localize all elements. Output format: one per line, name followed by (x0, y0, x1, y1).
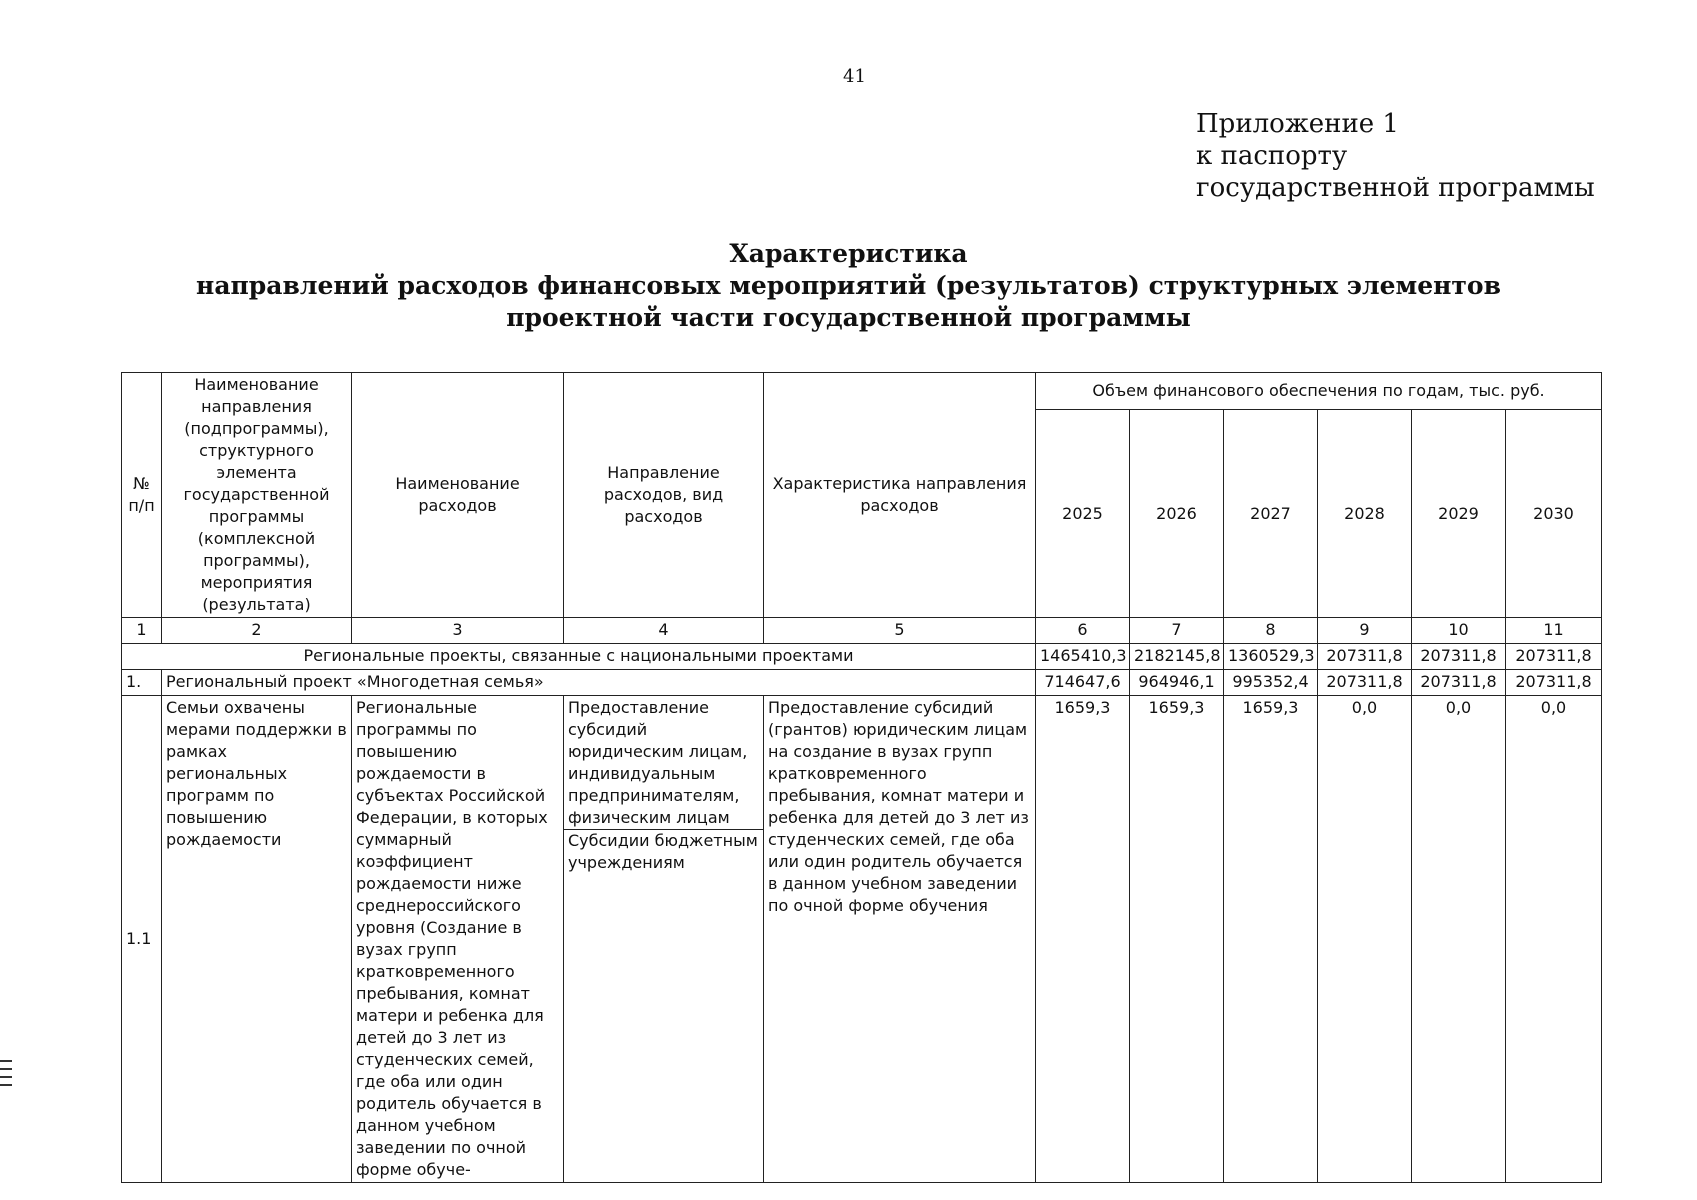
project-value: 207311,8 (1318, 670, 1412, 696)
row-1-1-num: 1.1 (122, 696, 162, 1183)
header-year: 2025 (1036, 410, 1130, 618)
title-line-2: направлений расходов финансовых мероприятий (результатов) структурных элементов (196, 271, 1501, 300)
header-year: 2026 (1130, 410, 1224, 618)
regional-total-value: 207311,8 (1506, 644, 1602, 670)
project-value: 964946,1 (1130, 670, 1224, 696)
expense-table (121, 372, 1602, 1183)
column-number: 10 (1412, 618, 1506, 644)
regional-total-value: 2182145,8 (1130, 644, 1224, 670)
regional-total-label: Региональные проекты, связанные с национальными проектами (122, 644, 1036, 670)
row-1-1-characteristic: Предоставление субсидий (грантов) юридическим лицам на создание в вузах групп кратковременного пребывания, комнат матери и ребенка для детей до 3 лет из студенческих семей, где оба или один родитель обучается в данном учебном заведении по очной форме обучения (764, 696, 1036, 1183)
row-1-1-name: Семьи охвачены мерами поддержки в рамках региональных программ по повышению рождаемости (162, 696, 352, 1183)
appendix-line-3: государственной программы (1196, 173, 1595, 203)
project-row (122, 670, 1602, 696)
row-1-1-value: 1659,3 (1036, 696, 1130, 1183)
column-number: 6 (1036, 618, 1130, 644)
project-value: 207311,8 (1412, 670, 1506, 696)
row-1-1-direction (564, 696, 764, 1183)
column-number: 5 (764, 618, 1036, 644)
header-funding: Объем финансового обеспечения по годам, тыс. руб. (1036, 373, 1602, 410)
appendix-line-1: Приложение 1 (1196, 109, 1399, 139)
header-name: Наименование направления (подпрограммы), структурного элемента государственной программы (комплексной программы), мероприятия (результата) (162, 373, 352, 618)
regional-total-value: 1465410,3 (1036, 644, 1130, 670)
project-value: 995352,4 (1224, 670, 1318, 696)
row-1-1 (122, 696, 1602, 1183)
document-title (0, 238, 1697, 334)
header-year: 2028 (1318, 410, 1412, 618)
column-number: 11 (1506, 618, 1602, 644)
appendix-line-2: к паспорту (1196, 141, 1348, 171)
header-year: 2029 (1412, 410, 1506, 618)
row-1-1-value: 0,0 (1318, 696, 1412, 1183)
row-1-1-value: 0,0 (1506, 696, 1602, 1183)
header-characteristic: Характеристика направления расходов (764, 373, 1036, 618)
regional-total-value: 207311,8 (1412, 644, 1506, 670)
row-1-1-expense-name: Региональные программы по повышению рождаемости в субъектах Российской Федерации, в которых суммарный коэффициент рождаемости ниже среднероссийского уровня (Создание в вузах групп кратковременного пребывания, комнат матери и ребенка для детей до 3 лет из студенческих семей, где оба или один родитель обучается в данном учебном заведении по очной форме обуче- (352, 696, 564, 1183)
binding-margin-marks (0, 1060, 12, 1104)
header-num: № п/п (122, 373, 162, 618)
header-year: 2030 (1506, 410, 1602, 618)
row-1-1-value: 1659,3 (1224, 696, 1318, 1183)
column-number: 2 (162, 618, 352, 644)
column-number: 1 (122, 618, 162, 644)
project-num: 1. (122, 670, 162, 696)
column-number-row (122, 618, 1602, 644)
column-number: 3 (352, 618, 564, 644)
column-number: 4 (564, 618, 764, 644)
project-value: 714647,6 (1036, 670, 1130, 696)
header-year: 2027 (1224, 410, 1318, 618)
page-number: 41 (843, 66, 866, 87)
title-line-1: Характеристика (729, 239, 968, 268)
header-direction: Направление расходов, вид расходов (564, 373, 764, 618)
row-1-1-value: 1659,3 (1130, 696, 1224, 1183)
regional-total-value: 207311,8 (1318, 644, 1412, 670)
header-expense-name: Наименование расходов (352, 373, 564, 618)
direction-subsidies-legal: Предоставление субсидий юридическим лицам, индивидуальным предпринимателям, физическим лицам (564, 697, 763, 830)
regional-total-row (122, 644, 1602, 670)
column-number: 7 (1130, 618, 1224, 644)
appendix-note (1196, 108, 1595, 204)
row-1-1-value: 0,0 (1412, 696, 1506, 1183)
project-value: 207311,8 (1506, 670, 1602, 696)
direction-subsidies-budget: Субсидии бюджетным учреждениям (568, 831, 758, 872)
title-line-3: проектной части государственной программы (506, 303, 1191, 332)
column-number: 8 (1224, 618, 1318, 644)
project-label: Региональный проект «Многодетная семья» (162, 670, 1036, 696)
column-number: 9 (1318, 618, 1412, 644)
regional-total-value: 1360529,3 (1224, 644, 1318, 670)
